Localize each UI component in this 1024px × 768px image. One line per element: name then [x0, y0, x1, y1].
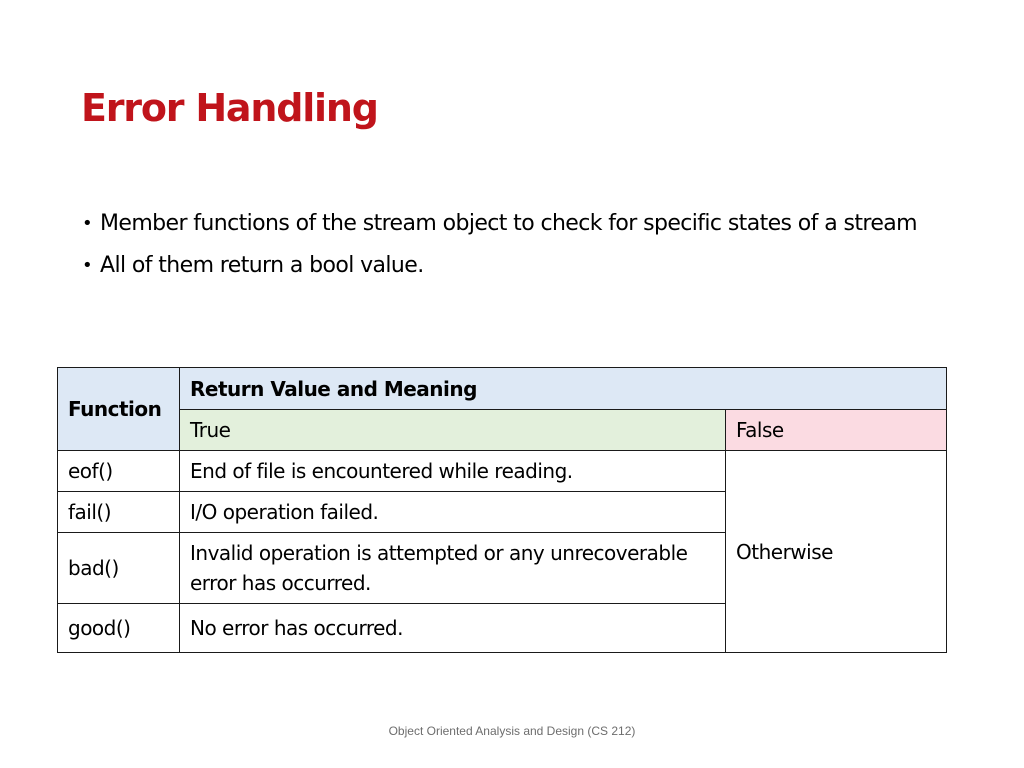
true-meaning-cell: End of file is encountered while reading. — [180, 451, 726, 492]
bullet-text: All of them return a bool value. — [100, 253, 424, 278]
header-false: False — [726, 410, 947, 451]
true-meaning-cell: No error has occurred. — [180, 604, 726, 653]
true-meaning-cell: Invalid operation is attempted or any unrecoverable error has occurred. — [180, 533, 726, 604]
stream-state-table — [57, 367, 947, 653]
header-true: True — [180, 410, 726, 451]
bullet-list — [82, 208, 962, 292]
function-cell: good() — [58, 604, 180, 653]
function-cell: fail() — [58, 492, 180, 533]
bullet-dot-icon: • — [82, 255, 93, 276]
function-cell: bad() — [58, 533, 180, 604]
table-row — [58, 451, 947, 492]
table-header-row — [58, 368, 947, 410]
slide-footer: Object Oriented Analysis and Design (CS 212) — [388, 724, 636, 738]
header-return-value: Return Value and Meaning — [180, 368, 947, 410]
function-cell: eof() — [58, 451, 180, 492]
true-meaning-cell: I/O operation failed. — [180, 492, 726, 533]
bullet-text: Member functions of the stream object to check for specific states of a stream — [100, 211, 917, 236]
header-function: Function — [58, 368, 180, 451]
bullet-item — [82, 250, 962, 281]
table-subheader-row — [58, 410, 947, 451]
bullet-dot-icon: • — [82, 213, 93, 234]
false-meaning-cell: Otherwise — [726, 451, 947, 653]
bullet-item — [82, 208, 962, 239]
slide-title: Error Handling — [81, 86, 378, 130]
